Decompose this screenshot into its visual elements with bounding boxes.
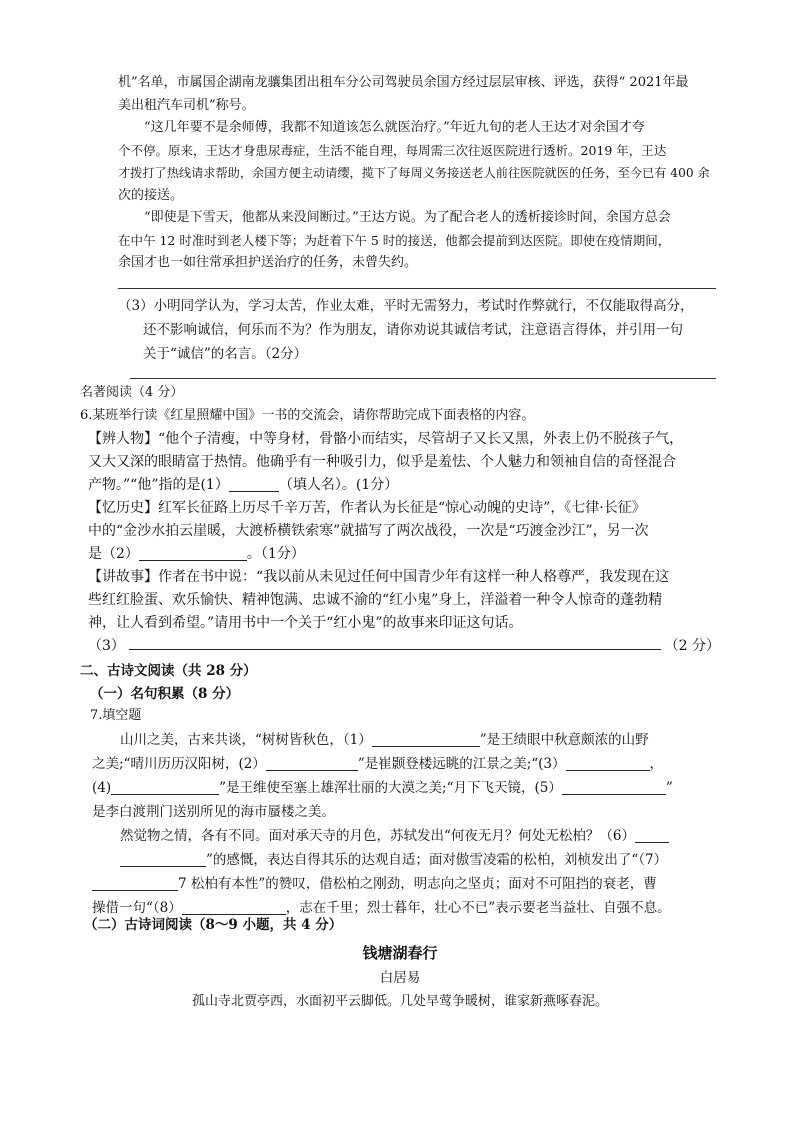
- section-2-sub2-wrap: [84, 914, 724, 937]
- fill-line2: 之美;“晴川历历汉阳树，(2） ”是崔颢登楼远眺的江景之美;“(3） ，: [92, 756, 664, 772]
- section-2-sub1: （一）名句积累（8 分）: [90, 685, 240, 702]
- poem-author: 白居易: [379, 970, 421, 986]
- blank-q7-6b[interactable]: [120, 852, 206, 867]
- bian-line3: 产物。”“他”指的是(1） （填人名）。(1分）: [88, 477, 399, 493]
- jiang-line2: 些红红脸蛋、欢乐愉快、精神饱满、忠诚不渝的“红小鬼”身上，洋溢着一种令人惊奇的蓬勃精: [88, 592, 663, 608]
- poem-title: 钱塘湖春行: [362, 944, 438, 962]
- jiang-line4: （3） （2 分）: [88, 635, 720, 658]
- table-content: [88, 428, 720, 658]
- passage-p2-line2: 个不停。原来，王达才身患尿毒症，生活不能自理，每周需三次往返医院进行透析。2019 年，王达: [118, 142, 667, 158]
- bian-line2: 又大又深的眼睛富于热情。他确乎有一种吸引力，似乎是羞怯、个人魅力和领袖自信的奇怪混合: [88, 454, 676, 470]
- yi-line3: 是（2） 。（1分）: [88, 546, 305, 562]
- poem: [80, 940, 720, 1014]
- passage-p2-line1: “这几年要不是余师傅，我都不知道该怎么就医治疗。”年近九旬的老人王达才对余国才夸: [144, 120, 645, 135]
- question-3: [118, 294, 718, 366]
- passage-p3-line3: 余国才也一如往常承担护送治疗的任务，未曾失约。: [118, 255, 418, 270]
- fill-line5: 然觉物之情，各有不同。面对承天寺的月色，苏轼发出“何夜无月？何处无松柏？（6）: [92, 824, 720, 848]
- jiang-line3: 神，让人看到希望。”请用书中一个关于“红小鬼”的故事来印证这句话。: [88, 615, 523, 631]
- fill-line8: 操借一句“（8） ，志在千里；烈士暮年，壮心不已”表示要老当益壮、自强不息。: [92, 900, 671, 916]
- blank-q7-3[interactable]: [566, 756, 650, 771]
- yi-line2: 中的“金沙水拍云崖暖，大渡桥横铁索寒”就描写了两次战役，一次是“巧渡金沙江”，另一次: [88, 523, 649, 539]
- blank-1[interactable]: [229, 477, 279, 492]
- mingzhu-section: [80, 382, 720, 427]
- blank-q7-2[interactable]: [266, 756, 358, 771]
- fill-line4: 是李白渡荆门送别所见的海市蜃楼之美。: [92, 804, 335, 820]
- question-6: 6.某班举行读《红星照耀中国》一书的交流会，请你帮助完成下面表格的内容。: [80, 407, 535, 423]
- blank-q7-1[interactable]: [372, 732, 480, 747]
- blank-q7-5[interactable]: [562, 780, 666, 795]
- passage-p3-line1: “即使是下雪天，他都从来没间断过。”王达方说。为了配合老人的透析接诊时间，余国方总会: [144, 210, 671, 225]
- bian-line1: 【辨人物】“他个子清瘦，中等身材，骨骼小而结实，尽管胡子又长又黑，外表上仍不脱孩子气，: [88, 431, 684, 447]
- blank-q7-6a[interactable]: [635, 828, 669, 843]
- fill-in-blanks: [92, 728, 720, 920]
- blank-q7-8[interactable]: [182, 900, 286, 915]
- mingzhu-heading: 名著阅读（4 分）: [80, 385, 184, 400]
- blank-q7-4[interactable]: [111, 780, 219, 795]
- q3-line2: 还不影响诚信，何乐而不为？作为朋友，请你劝说其诚信考试，注意语言得体，并引用一句: [143, 322, 683, 338]
- passage: [118, 72, 718, 275]
- question-7: 7.填空题: [90, 708, 142, 723]
- answer-line-3[interactable]: [130, 378, 716, 379]
- poem-line1: 孤山寺北贾亭西，水面初平云脚低。几处早莺争暖树，谁家新燕啄春泥。: [191, 994, 608, 1009]
- yi-line1: 【忆历史】红军长征路上历尽千辛万苦，作者认为长征是“惊心动魄的史诗”，《七律·长征》: [88, 500, 646, 516]
- blank-3[interactable]: [129, 635, 661, 650]
- passage-p1-line1: 机”名单，市属国企湖南龙骧集团出租车分公司驾驶员余国方经过层层审核、评选，获得“ 2021年最: [118, 75, 689, 90]
- passage-p3-line2: 在中午 12 时准时到老人楼下等；为赶着下午 5 时的接送，他都会提前到达医院。即使在疫情期间，: [118, 232, 671, 248]
- fill-line7: 7 松柏有本性”的赞叹，借松柏之刚劲，明志向之坚贞；面对不可阻挡的衰老，曹: [92, 872, 720, 896]
- passage-p2-line4: 次的接送。: [118, 187, 184, 203]
- section-2-heading: 二、古诗文阅读（共 28 分）: [80, 663, 257, 679]
- blank-q7-7[interactable]: [92, 876, 178, 891]
- fill-line1: 山川之美，古来共谈，“树树皆秋色，（1） ”是王绩眼中秋意颇浓的山野: [120, 732, 649, 748]
- passage-p2-line3: 才拨打了热线请求帮助，余国方便主动请缨，揽下了每周义务接送老人前往医院就医的任务，至今已有 400 余: [118, 166, 710, 180]
- answer-line-2[interactable]: [118, 288, 716, 289]
- jiang-line1: 【讲故事】作者在书中说：“我以前从未见过任何中国青少年有这样一种人格尊严，我发现在这: [88, 569, 670, 585]
- q3-line1: （3）小明同学认为，学习太苦，作业太难，平时无需努力，考试时作弊就行，不仅能取得高分，: [118, 298, 694, 314]
- section-2: [80, 660, 720, 728]
- q3-line3: 关于“诚信”的名言。（2分）: [143, 346, 308, 362]
- section-2-sub2: （二）古诗词阅读（8～9 小题，共 4 分）: [84, 917, 343, 933]
- fill-line3: (4) ”是王维使至塞上雄浑壮丽的大漠之美;“月下飞天镜，(5） ”: [92, 780, 673, 796]
- fill-line6: ”的感慨，表达自得其乐的达观自适；面对傲雪凌霜的松柏，刘桢发出了“（7）: [92, 848, 720, 872]
- passage-p1-line2: 美出租汽车司机”称号。: [118, 97, 255, 113]
- blank-2[interactable]: [139, 546, 247, 561]
